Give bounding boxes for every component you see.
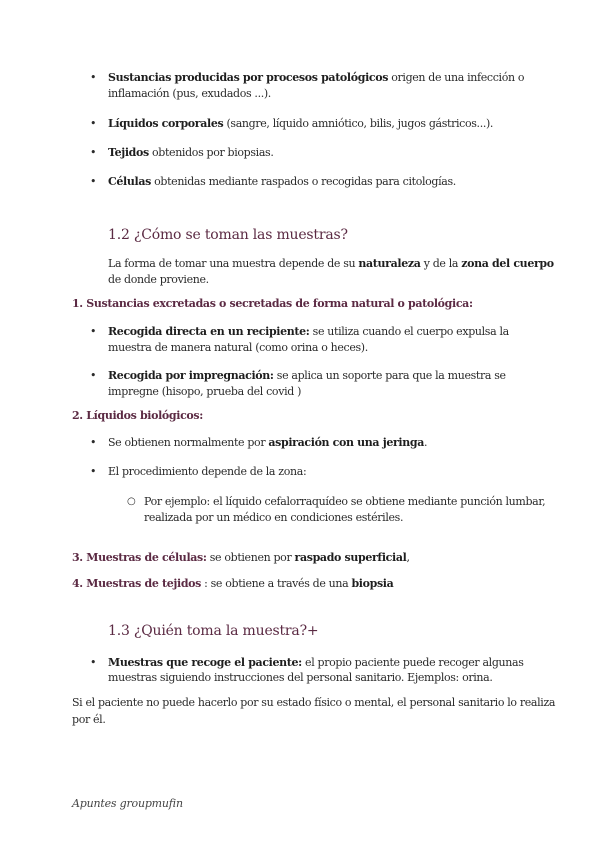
page-footer: Apuntes groupmufin: [72, 797, 183, 810]
numbered-section-title: 1. Sustancias excretadas o secretadas de forma natural o patológica:: [72, 297, 473, 310]
list-item-continuation: inflamación (pus, exudados ...).: [108, 87, 271, 100]
list-item: Recogida por impregnación: se aplica un soporte para que la muestra se: [108, 369, 506, 382]
bullet-dot: •: [90, 146, 97, 159]
sub-list-item: Por ejemplo: el líquido cefalorraquídeo se obtiene mediante punción lumbar,: [144, 495, 546, 508]
bullet-dot: •: [90, 465, 97, 478]
bullet-dot: •: [90, 71, 97, 84]
list-item: Muestras que recoge el paciente: el propio paciente puede recoger algunas: [108, 656, 524, 669]
bullet-dot: •: [90, 117, 97, 130]
bullet-dot: •: [90, 175, 97, 188]
list-item-continuation: muestra de manera natural (como orina o heces).: [108, 341, 368, 354]
paragraph: Si el paciente no puede hacerlo por su estado físico o mental, el personal sanitario lo realiza: [72, 696, 556, 709]
numbered-section-title: 2. Líquidos biológicos:: [72, 409, 203, 422]
list-item: Células obtenidas mediante raspados o recogidas para citologías.: [108, 175, 456, 188]
paragraph-continuation: por él.: [72, 713, 106, 726]
sub-list-item-continuation: realizada por un médico en condiciones estériles.: [144, 511, 404, 524]
list-item-continuation: muestras siguiendo instrucciones del personal sanitario. Ejemplos: orina.: [108, 671, 493, 684]
bullet-dot: •: [90, 325, 97, 338]
section-heading: 1.2 ¿Cómo se toman las muestras?: [108, 227, 348, 243]
list-item: Tejidos obtenidos por biopsias.: [108, 146, 274, 159]
paragraph: La forma de tomar una muestra depende de su naturaleza y de la zona del cuerpo: [108, 257, 554, 270]
bullet-dot: •: [90, 369, 97, 382]
list-item: Sustancias producidas por procesos patológicos origen de una infección o: [108, 71, 525, 84]
bullet-dot: •: [90, 436, 97, 449]
bullet-dot: •: [90, 656, 97, 669]
numbered-section-line: 3. Muestras de células: se obtienen por raspado superficial,: [72, 551, 410, 564]
list-item: Líquidos corporales (sangre, líquido amniótico, bilis, jugos gástricos...).: [108, 117, 494, 130]
section-heading: 1.3 ¿Quién toma la muestra?+: [108, 623, 319, 639]
list-item-continuation: impregne (hisopo, prueba del covid ): [108, 385, 302, 398]
list-item: Recogida directa en un recipiente: se utiliza cuando el cuerpo expulsa la: [108, 325, 509, 338]
numbered-section-line: 4. Muestras de tejidos : se obtiene a través de una biopsia: [72, 577, 394, 590]
sub-bullet-circle: ○: [127, 496, 136, 507]
list-item: Se obtienen normalmente por aspiración con una jeringa.: [108, 436, 428, 449]
list-item: El procedimiento depende de la zona:: [108, 465, 307, 478]
paragraph-continuation: de donde proviene.: [108, 273, 209, 286]
